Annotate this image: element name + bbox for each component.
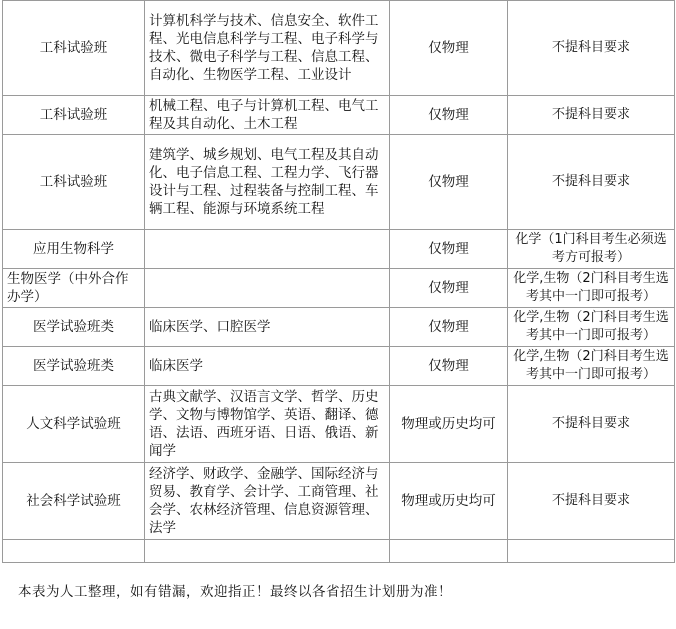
primary-subject: 仅物理 xyxy=(390,135,508,230)
empty-cell xyxy=(3,540,145,563)
elective-requirement: 不提科目要求 xyxy=(508,96,675,135)
program-name: 工科试验班 xyxy=(3,96,145,135)
table-row xyxy=(3,308,675,347)
program-name: 医学试验班类 xyxy=(3,347,145,386)
table-row xyxy=(3,1,675,96)
disclaimer-note: 本表为人工整理，如有错漏，欢迎指正！最终以各省招生计划册为准！ xyxy=(18,584,452,600)
primary-subject: 仅物理 xyxy=(390,347,508,386)
subject-requirements-table xyxy=(2,0,675,563)
program-name: 社会科学试验班 xyxy=(3,463,145,540)
primary-subject: 物理或历史均可 xyxy=(390,386,508,463)
majors-list xyxy=(145,230,390,269)
elective-requirement: 化学,生物（2门科目考生选考其中一门即可报考） xyxy=(508,269,675,308)
majors-list xyxy=(145,269,390,308)
table-row xyxy=(3,269,675,308)
primary-subject: 仅物理 xyxy=(390,96,508,135)
elective-requirement: 化学,生物（2门科目考生选考其中一门即可报考） xyxy=(508,308,675,347)
majors-list: 计算机科学与技术、信息安全、软件工程、光电信息科学与工程、电子科学与技术、微电子科学与工程、信息工程、自动化、生物医学工程、工业设计 xyxy=(145,1,390,96)
empty-cell xyxy=(145,540,390,563)
program-name: 医学试验班类 xyxy=(3,308,145,347)
table-row xyxy=(3,230,675,269)
program-name: 人文科学试验班 xyxy=(3,386,145,463)
elective-requirement: 不提科目要求 xyxy=(508,1,675,96)
elective-requirement: 不提科目要求 xyxy=(508,135,675,230)
primary-subject: 仅物理 xyxy=(390,269,508,308)
table-row xyxy=(3,135,675,230)
majors-list: 临床医学 xyxy=(145,347,390,386)
elective-requirement: 化学,生物（2门科目考生选考其中一门即可报考） xyxy=(508,347,675,386)
primary-subject: 仅物理 xyxy=(390,230,508,269)
program-name: 生物医学（中外合作办学） xyxy=(3,269,145,308)
table-row xyxy=(3,347,675,386)
majors-list: 建筑学、城乡规划、电气工程及其自动化、电子信息工程、工程力学、飞行器设计与工程、过程装备与控制工程、车辆工程、能源与环境系统工程 xyxy=(145,135,390,230)
table-row xyxy=(3,386,675,463)
program-name: 工科试验班 xyxy=(3,1,145,96)
primary-subject: 仅物理 xyxy=(390,308,508,347)
table-row xyxy=(3,463,675,540)
empty-cell xyxy=(508,540,675,563)
primary-subject: 物理或历史均可 xyxy=(390,463,508,540)
majors-list: 机械工程、电子与计算机工程、电气工程及其自动化、土木工程 xyxy=(145,96,390,135)
elective-requirement: 不提科目要求 xyxy=(508,463,675,540)
program-name: 工科试验班 xyxy=(3,135,145,230)
majors-list: 临床医学、口腔医学 xyxy=(145,308,390,347)
empty-row xyxy=(3,540,675,563)
elective-requirement: 化学（1门科目考生必须选考方可报考） xyxy=(508,230,675,269)
empty-cell xyxy=(390,540,508,563)
program-name: 应用生物科学 xyxy=(3,230,145,269)
majors-list: 经济学、财政学、金融学、国际经济与贸易、教育学、会计学、工商管理、社会学、农林经济管理、信息资源管理、法学 xyxy=(145,463,390,540)
majors-list: 古典文献学、汉语言文学、哲学、历史学、文物与博物馆学、英语、翻译、德语、法语、西班牙语、日语、俄语、新闻学 xyxy=(145,386,390,463)
primary-subject: 仅物理 xyxy=(390,1,508,96)
elective-requirement: 不提科目要求 xyxy=(508,386,675,463)
table-row xyxy=(3,96,675,135)
